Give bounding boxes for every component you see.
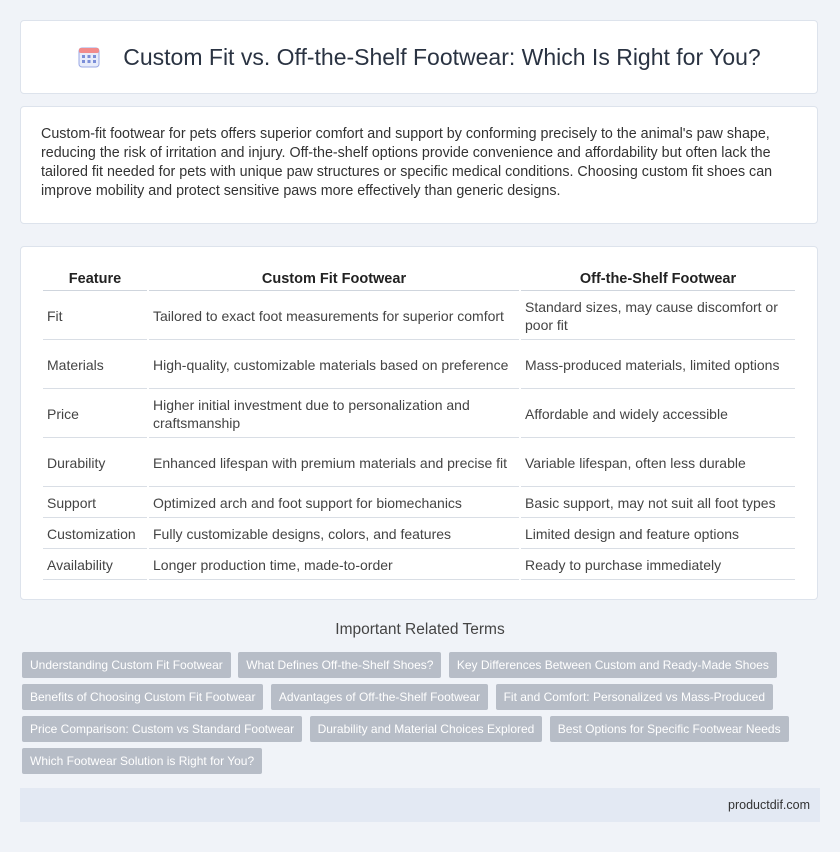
intro-card xyxy=(20,106,818,224)
related-term-tag[interactable]: Best Options for Specific Footwear Needs xyxy=(550,716,789,742)
related-term-tag[interactable]: What Defines Off-the-Shelf Shoes? xyxy=(238,652,441,678)
feature-cell: Availability xyxy=(43,551,147,580)
offshelf-cell: Limited design and feature options xyxy=(521,520,795,549)
related-term-tag[interactable]: Benefits of Choosing Custom Fit Footwear xyxy=(22,684,263,710)
custom-cell: Fully customizable designs, colors, and features xyxy=(149,520,519,549)
header-custom-fit: Custom Fit Footwear xyxy=(149,267,519,291)
footer xyxy=(20,788,820,822)
related-terms-heading: Important Related Terms xyxy=(335,621,505,638)
footer-site-link[interactable]: productdif.com xyxy=(728,798,810,812)
related-term-tag[interactable]: Which Footwear Solution is Right for You? xyxy=(22,748,262,774)
related-term-tag[interactable]: Price Comparison: Custom vs Standard Footwear xyxy=(22,716,302,742)
related-terms-list xyxy=(22,652,822,780)
offshelf-cell: Ready to purchase immediately xyxy=(521,551,795,580)
table-row xyxy=(43,293,795,340)
table-row xyxy=(43,489,795,518)
feature-cell: Fit xyxy=(43,293,147,340)
comparison-table-card xyxy=(20,246,818,600)
related-term-tag[interactable]: Key Differences Between Custom and Ready-Made Shoes xyxy=(449,652,777,678)
comparison-table xyxy=(41,265,797,582)
offshelf-cell: Variable lifespan, often less durable xyxy=(521,440,795,487)
calendar-grid-icon xyxy=(77,45,101,69)
feature-cell: Customization xyxy=(43,520,147,549)
table-row xyxy=(43,342,795,389)
related-term-tag[interactable]: Fit and Comfort: Personalized vs Mass-Produced xyxy=(496,684,773,710)
custom-cell: Tailored to exact foot measurements for superior comfort xyxy=(149,293,519,340)
header-feature: Feature xyxy=(43,267,147,291)
custom-cell: Enhanced lifespan with premium materials and precise fit xyxy=(149,440,519,487)
page-title: Custom Fit vs. Off-the-Shelf Footwear: Which Is Right for You? xyxy=(123,43,761,70)
feature-cell: Support xyxy=(43,489,147,518)
table-row xyxy=(43,440,795,487)
intro-paragraph: Custom-fit footwear for pets offers superior comfort and support by conforming precisely to the animal's paw shape, reducing the risk of irritation and injury. Off-the-shelf options provide convenience and affordability but often lack the tailored fit needed for pets with unique paw structures or specific medical conditions. Choosing custom fit shoes can improve mobility and protect sensitive paws more effectively than generic designs. xyxy=(41,126,773,199)
table-row xyxy=(43,391,795,438)
offshelf-cell: Basic support, may not suit all foot types xyxy=(521,489,795,518)
feature-cell: Durability xyxy=(43,440,147,487)
table-row xyxy=(43,551,795,580)
feature-cell: Materials xyxy=(43,342,147,389)
title-card xyxy=(20,20,818,94)
header-off-the-shelf: Off-the-Shelf Footwear xyxy=(521,267,795,291)
related-term-tag[interactable]: Durability and Material Choices Explored xyxy=(310,716,543,742)
related-term-tag[interactable]: Understanding Custom Fit Footwear xyxy=(22,652,231,678)
custom-cell: Optimized arch and foot support for biomechanics xyxy=(149,489,519,518)
table-header-row xyxy=(43,267,795,291)
related-term-tag[interactable]: Advantages of Off-the-Shelf Footwear xyxy=(271,684,488,710)
custom-cell: High-quality, customizable materials based on preference xyxy=(149,342,519,389)
offshelf-cell: Affordable and widely accessible xyxy=(521,391,795,438)
feature-cell: Price xyxy=(43,391,147,438)
table-row xyxy=(43,520,795,549)
offshelf-cell: Standard sizes, may cause discomfort or poor fit xyxy=(521,293,795,340)
custom-cell: Longer production time, made-to-order xyxy=(149,551,519,580)
custom-cell: Higher initial investment due to personalization and craftsmanship xyxy=(149,391,519,438)
offshelf-cell: Mass-produced materials, limited options xyxy=(521,342,795,389)
